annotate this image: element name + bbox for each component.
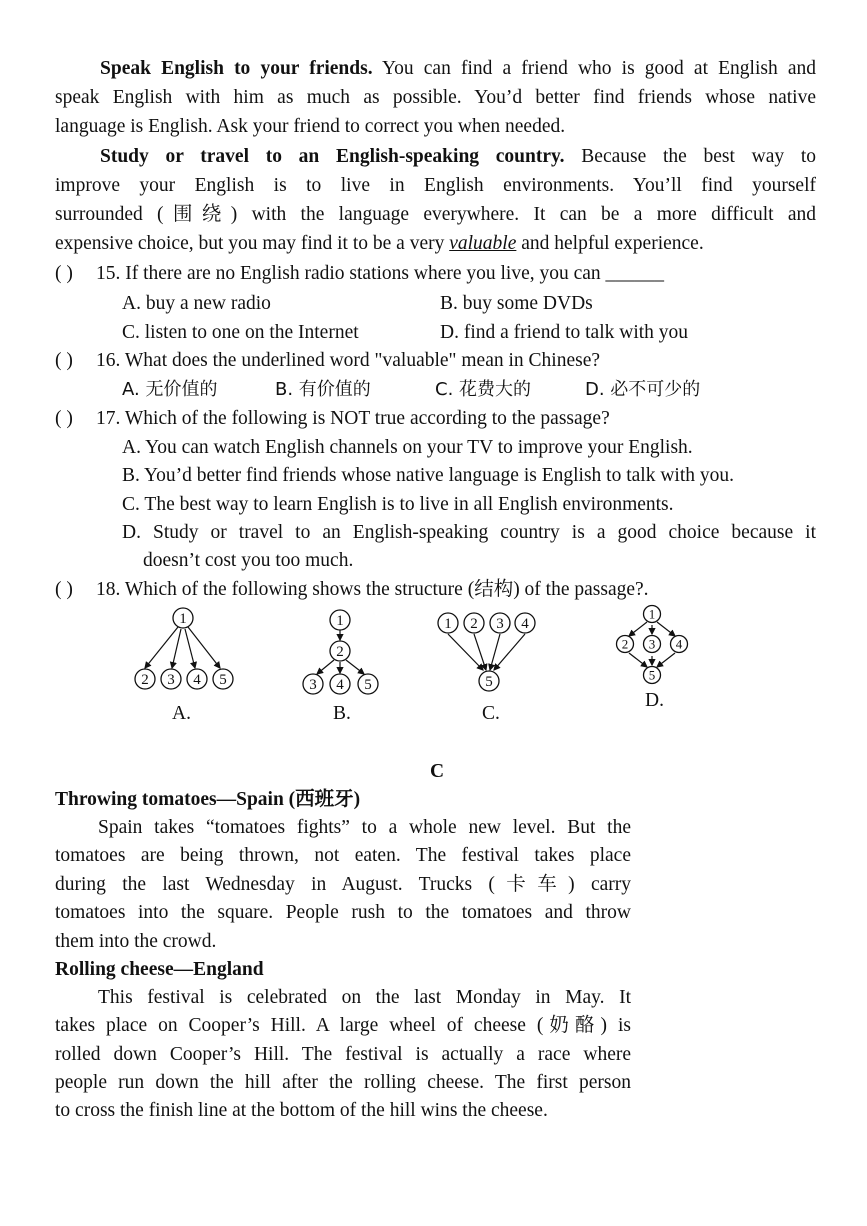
- passage-text: Because the best way to: [564, 146, 817, 167]
- question-stem: 17. Which of the following is NOT true according to the passage?: [96, 408, 610, 429]
- option-a[interactable]: A. buy a new radio: [122, 293, 271, 314]
- diagram-node-label: 1: [336, 613, 344, 629]
- passage-line: speak English with him as much as possible. You’d better find friends whose native: [55, 87, 816, 108]
- diagram-label-c[interactable]: C.: [482, 703, 500, 724]
- passage-line: [100, 143, 816, 171]
- underlined-word: valuable: [449, 233, 517, 254]
- option-b[interactable]: B. 有价值的: [275, 379, 371, 400]
- passage-line: during the last Wednesday in August. Trucks (卡车) carry: [55, 874, 631, 895]
- passage-line: them into the crowd.: [55, 931, 217, 952]
- option-b[interactable]: B. buy some DVDs: [440, 293, 593, 314]
- passage-line: tomatoes into the square. People rush to the tomatoes and throw: [55, 902, 631, 923]
- option-d[interactable]: D. Study or travel to an English-speaking country is a good choice because it: [122, 522, 816, 543]
- diagram-node-label: 4: [521, 616, 529, 632]
- option-b[interactable]: B. You’d better find friends whose native language is English to talk with you.: [122, 465, 735, 486]
- paragraph-heading: Study or travel to an English-speaking country.: [100, 146, 565, 167]
- passage-line: Spain takes “tomatoes fights” to a whole new level. But the: [98, 817, 631, 838]
- diagram-node-label: 5: [485, 674, 493, 690]
- diagram-label-d[interactable]: D.: [645, 690, 664, 711]
- passage-line: rolled down Cooper’s Hill. The festival is actually a race where: [55, 1044, 631, 1065]
- passage-line: surrounded (围绕) with the language everywhere. It can be a more difficult and: [55, 204, 816, 225]
- passage-line: tomatoes are being thrown, not eaten. The festival takes place: [55, 845, 631, 866]
- diagram-label-b[interactable]: B.: [333, 703, 351, 724]
- passage-line: [100, 55, 816, 83]
- question-stem: 16. What does the underlined word "valuable" mean in Chinese?: [96, 350, 601, 371]
- diagram-node-label: 2: [470, 616, 478, 632]
- paragraph-heading: Speak English to your friends.: [100, 58, 373, 79]
- diagram-node-label: 1: [179, 611, 187, 627]
- passage-line: people run down the hill after the rolling cheese. The first person: [55, 1072, 631, 1093]
- diagram-node-label: 3: [309, 677, 317, 693]
- answer-blank[interactable]: ( ): [55, 579, 73, 600]
- question-stem: 15. If there are no English radio stations where you live, you can ______: [96, 263, 665, 284]
- answer-blank[interactable]: ( ): [55, 263, 73, 284]
- diagram-node-label: 2: [621, 636, 629, 652]
- passage-text: and helpful experience.: [516, 233, 704, 254]
- passage-line: This festival is celebrated on the last Monday in May. It: [98, 987, 631, 1008]
- answer-blank[interactable]: ( ): [55, 408, 73, 429]
- passage-text: You can find a friend who is good at English and: [372, 58, 816, 79]
- diagram-node-label: 3: [496, 616, 504, 632]
- diagram-node-label: 3: [648, 636, 656, 652]
- section-heading: Rolling cheese—England: [55, 959, 264, 980]
- diagram-node-label: 2: [336, 644, 344, 660]
- passage-line: language is English. Ask your friend to correct you when needed.: [55, 116, 566, 137]
- option-c[interactable]: C. The best way to learn English is to live in all English environments.: [122, 494, 674, 515]
- diagram-node-label: 5: [219, 672, 227, 688]
- option-d-continued: doesn’t cost you too much.: [143, 550, 354, 571]
- question-stem: 18. Which of the following shows the structure (结构) of the passage?.: [96, 579, 649, 600]
- passage-text: expensive choice, but you may find it to be a very: [55, 233, 450, 254]
- passage-line: to cross the finish line at the bottom of the hill wins the cheese.: [55, 1100, 548, 1121]
- structure-diagrams: [0, 600, 867, 710]
- diagram-node-label: 2: [141, 672, 149, 688]
- diagram-node-label: 4: [193, 672, 201, 688]
- option-c[interactable]: C. 花费大的: [435, 379, 532, 400]
- option-a[interactable]: A. You can watch English channels on your TV to improve your English.: [122, 437, 693, 458]
- diagram-node-label: 4: [336, 677, 344, 693]
- diagram-node-label: 1: [444, 616, 452, 632]
- passage-line: [55, 230, 704, 258]
- diagram-node-label: 5: [648, 667, 656, 683]
- section-letter: C: [430, 761, 445, 782]
- option-d[interactable]: D. find a friend to talk with you: [440, 322, 689, 343]
- option-c[interactable]: C. listen to one on the Internet: [122, 322, 359, 343]
- option-a[interactable]: A. 无价值的: [122, 379, 218, 400]
- diagram-node-label: 1: [648, 606, 656, 622]
- diagram-node-label: 5: [364, 677, 372, 693]
- diagram-node-label: 3: [167, 672, 175, 688]
- answer-blank[interactable]: ( ): [55, 350, 73, 371]
- option-d[interactable]: D. 必不可少的: [585, 379, 701, 400]
- diagram-label-a[interactable]: A.: [172, 703, 191, 724]
- section-heading: Throwing tomatoes—Spain (西班牙): [55, 789, 361, 810]
- passage-line: takes place on Cooper’s Hill. A large wheel of cheese (奶酪) is: [55, 1015, 631, 1036]
- passage-line: improve your English is to live in English environments. You’ll find yourself: [55, 175, 816, 196]
- diagram-node-label: 4: [675, 636, 683, 652]
